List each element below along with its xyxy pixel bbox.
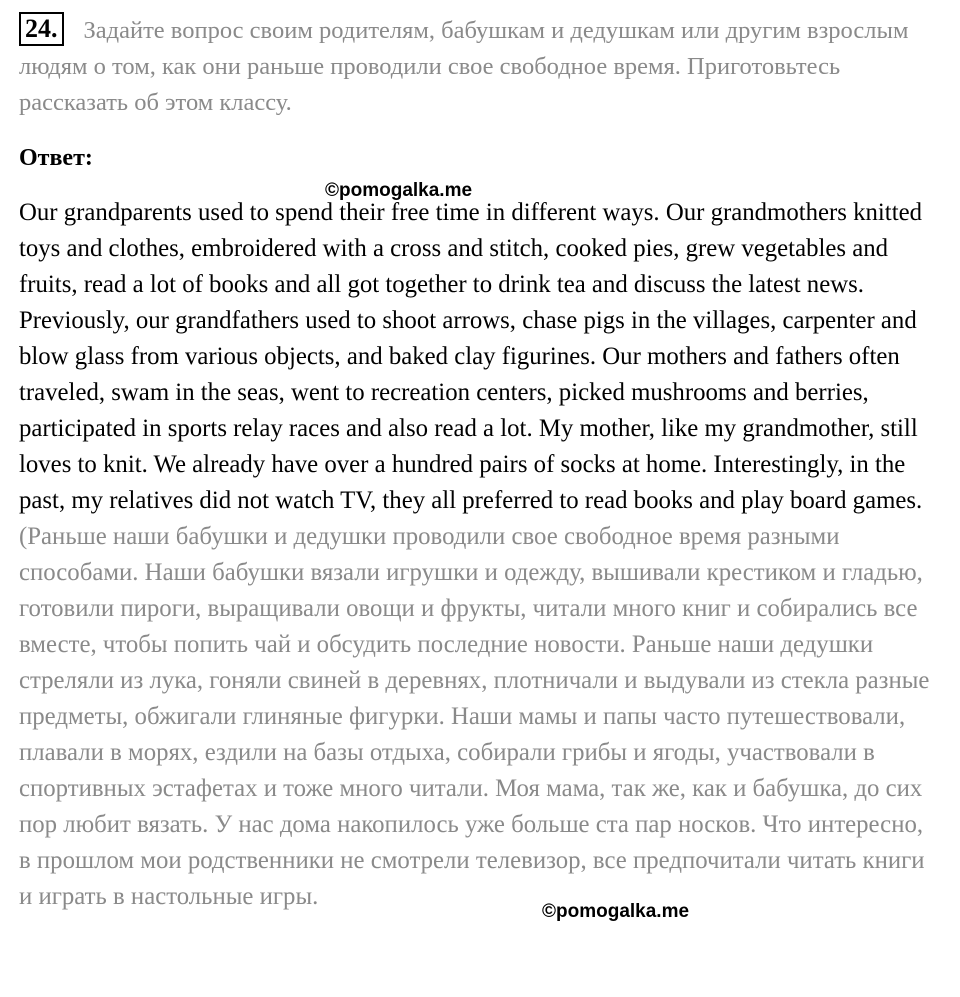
answer-english: Our grandparents used to spend their free time in different ways. Our grandmothers knitted toys and clothes, embroidered with a cross and stitch, cooked pies, grew vegetables and fruits, read a lot of books and all got together to drink tea and discuss the latest news. Previously, our grandfathers used to shoot arrows, chase pigs in the villages, carpenter and blow glass from various objects, and baked clay figurines. Our mothers and fathers often traveled, swam in the seas, went to recreation centers, picked mushrooms and berries, participated in sports relay races and also read a lot. My mother, like my grandmother, still loves to knit. We already have over a hundred pairs of socks at home. Interestingly, in the past, my relatives did not watch TV, they all preferred to read books and play board games. [19,199,923,514]
answer-label: Ответ: [19,145,93,171]
task-block [19,12,939,121]
task-number: 24. [19,12,64,46]
task-text: Задайте вопрос своим родителям, бабушкам и дедушкам или другим взрослым людям о том, как они раньше проводили свое свободное время. Приготовьтесь рассказать об этом классу. [19,17,909,116]
answer-translation: (Раньше наши бабушки и дедушки проводили свое свободное время разными способами. Наши бабушки вязали игрушки и одежду, вышивали крестиком и гладью, готовили пироги, выращивали овощи и фрукты, читали много книг и собирались все вместе, чтобы попить чай и обсудить последние новости. Раньше наши дедушки стреляли из лука, гоняли свиней в деревнях, плотничали и выдували из стекла разные предметы, обжигали глиняные фигурки. Наши мамы и папы часто путешествовали, плавали в морях, ездили на базы отдыха, собирали грибы и ягоды, участвовали в спортивных эстафетах и тоже много читали. Моя мама, так же, как и бабушка, до сих пор любит вязать. У нас дома накопилось уже больше ста пар носков. Что интересно, в прошлом мои родственники не смотрели телевизор, все предпочитали читать книги и играть в настольные игры. [19,523,930,910]
watermark-bottom: ©pomogalka.me [542,901,690,922]
watermark-top: ©pomogalka.me [325,180,473,201]
answer-text [19,195,931,915]
